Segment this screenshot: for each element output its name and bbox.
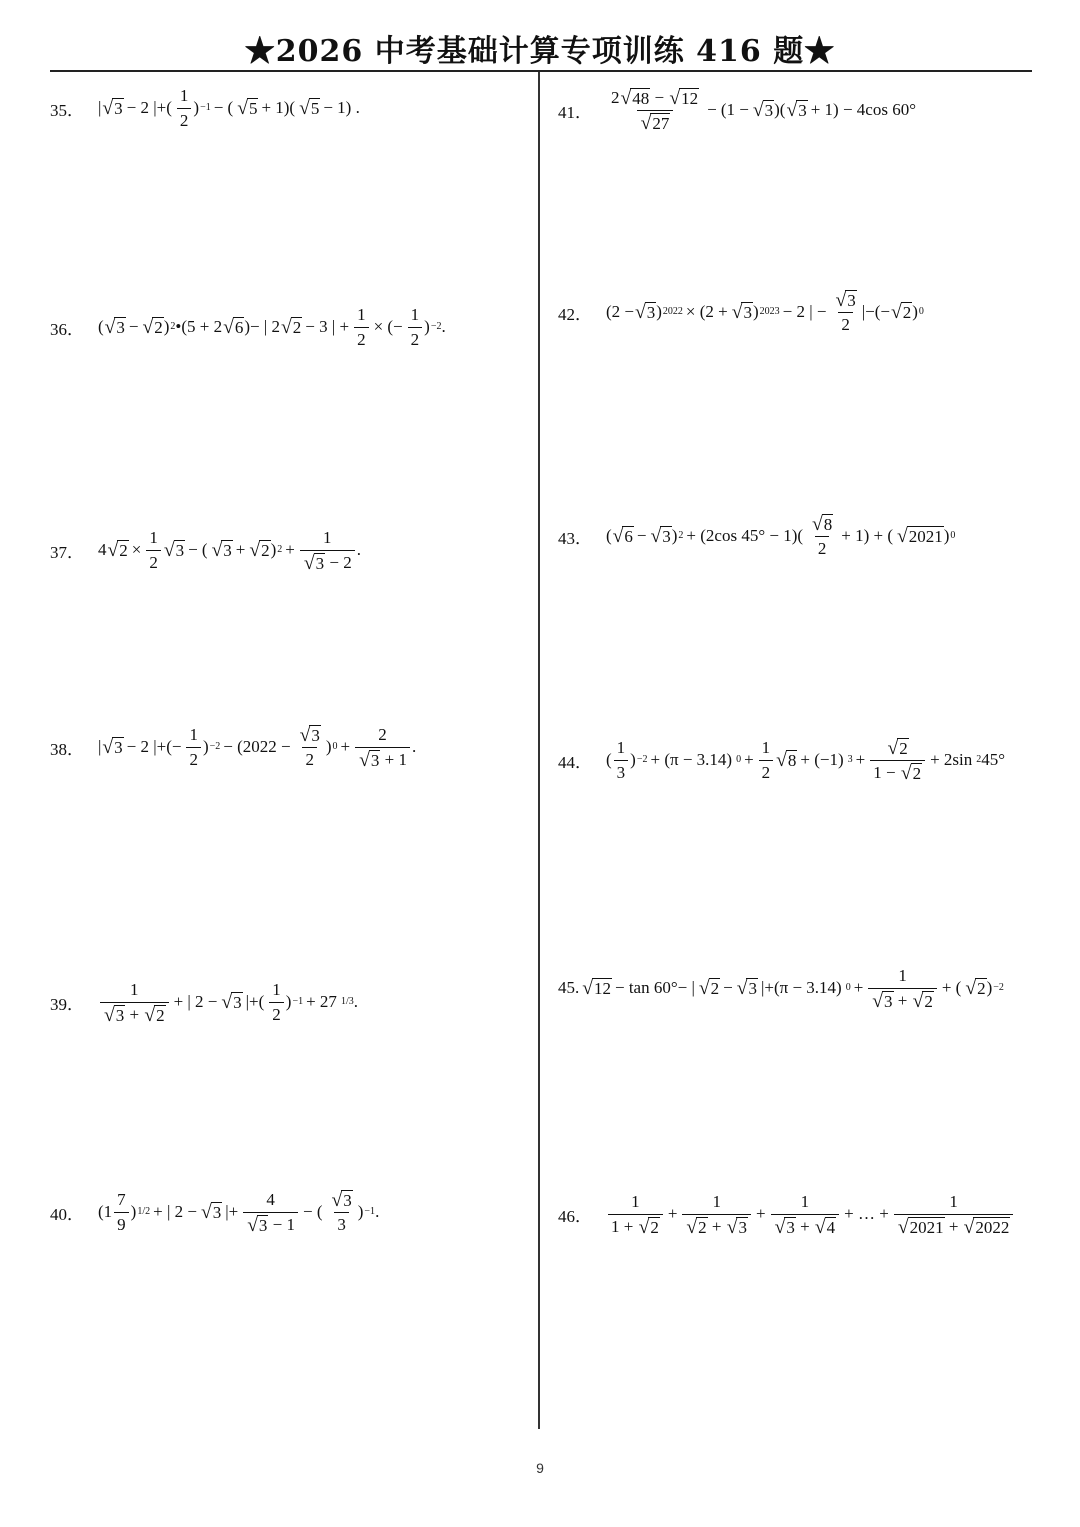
expression: | √ 3 − 2 |+(− $\frac{1}{2}$ ) −2 − (2022 − √ 3 2 ) 0 + 2 √ 3 + 1 . (98, 725, 417, 771)
problem-number: 43． (558, 528, 592, 548)
problem-number: 41． (558, 102, 592, 122)
problem-37 (50, 528, 361, 572)
problem-number: 45. (558, 978, 580, 998)
problem-number: 46． (558, 1206, 592, 1226)
expression: (2 − √ 3 ) 2022 × (2 + √ 3 ) 2023 − 2 | − √ 3 2 |−(− √ 2 ) 0 (606, 290, 924, 334)
problem-46 (558, 1192, 1015, 1236)
page-number: 9 (536, 1460, 544, 1476)
expression: ( √ 6 − √ 3 ) 2 + (2cos 45° − 1)( √ 8 2 + 1) + ( √ 2021 ) 0 (606, 514, 956, 558)
header-rule (50, 70, 1032, 72)
problem-36 (50, 305, 446, 349)
expression: ( 1 3 ) −2 + (π − 3.14) 0 + $\frac{1}{2}$ √ 8 + (−1) 3 + √ 2 1 − √ 2 + 2sin 2 45° (606, 738, 1006, 784)
problem-number: 37． (50, 542, 84, 562)
problem-number: 42． (558, 304, 592, 324)
problem-number: 38． (50, 739, 84, 759)
problem-number: 39． (50, 994, 84, 1014)
problem-42 (558, 290, 924, 334)
problem-number: 44． (558, 752, 592, 772)
problem-45 (558, 966, 1004, 1010)
problem-number: 36． (50, 319, 84, 339)
expression: 1 √ 3 + √ 2 + | 2 − √ 3 |+( 1 2 ) −1 + 27 1/3 . (98, 980, 358, 1024)
expression: | √ 3 − 2 |+( 1 2 ) −1 − ( √ 5 + 1)( √ 5 − 1) . (98, 86, 360, 130)
problem-38 (50, 725, 416, 769)
problem-number: 40． (50, 1204, 84, 1224)
expression: 4 √ 2 × $\frac{1}{2}$ √ 3 − ( √ 3 + √ 2 ) 2 + 1 √ 3 − 2 . (98, 528, 361, 574)
problem-number: 35． (50, 100, 84, 120)
expression: 2 √ 48 − √ 12 √ 27 − (1 − √ 3 )( √ 3 + 1) − 4cos 60° (611, 88, 916, 134)
expression: 1 1 + √ 2 + 1 √ 2 + √ 3 + 1 √ 3 + √ 4 + … + 1 √ 2021 + √ 2022 (606, 1192, 1015, 1236)
column-divider (538, 72, 540, 1429)
problem-35 (50, 86, 363, 130)
expression: √ 12 − tan 60°− | √ 2 − √ 3 |+(π − 3.14) 0 + 1 √ 3 + √ 2 + ( √ 2 ) −2 (582, 966, 1004, 1012)
problem-39 (50, 980, 358, 1024)
expression: (1 7 9 ) 1/2 + | 2 − √ 3 |+ 4 √ 3 − 1 − ( √ 3 3 ) −1 . (98, 1190, 380, 1236)
problem-43 (558, 514, 955, 558)
problem-40 (50, 1190, 379, 1234)
expression: ( √ 3 − √ 2 ) 2 •(5 + 2 √ 6 )− | 2 √ 2 − 3 | + $\frac{1}{2}$ × (− $\frac{1}{2}$ ) −2 . (98, 305, 446, 349)
problem-44 (558, 738, 1005, 783)
problem-41 (558, 88, 919, 133)
page-title: ★2026 中考基础计算专项训练 416 题★ (244, 34, 836, 69)
